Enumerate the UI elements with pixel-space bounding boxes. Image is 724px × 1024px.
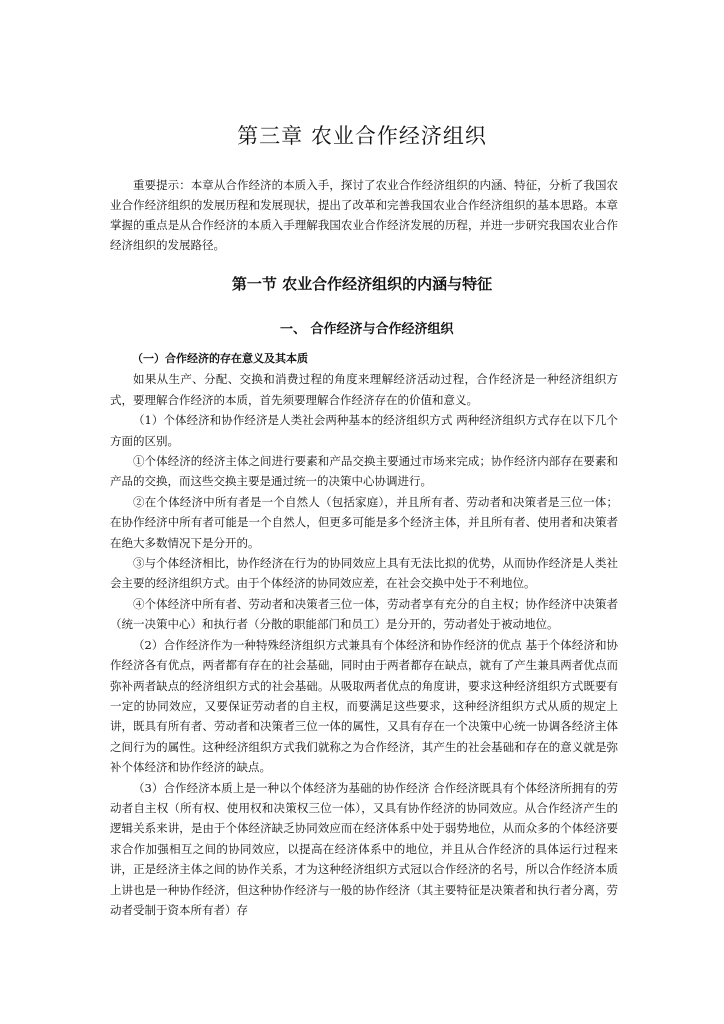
paragraph-5: ③与个体经济相比，协作经济在行为的协同效应上具有无法比拟的优势，从而协作经济是人类社会主要的经济组织方式。由于个体经济的协同效应差，在社会交换中处于不利地位。: [110, 556, 618, 591]
paragraph-7: （2）合作经济作为一种特殊经济组织方式兼具有个体经济和协作经济的优点 基于个体经济和协作经济各有优点，两者都有存在的社会基础，同时由于两者都存在缺点，就有了产生兼具两者优点而弥补两者缺点的经济组织方式的社会基础。从吸取两者优点的角度讲，要求这种经济组织方式既要有一定的协同效应，又要保证劳动者的自主权，而要满足这些要求，这种经济组织方式从质的规定上讲，既具有所有者、劳动者和决策者三位一体的属性，又具有存在一个决策中心统一协调各经济主体之间行为的属性。这种经济组织方式我们就称之为合作经济，其产生的社会基础和存在的意义就是弥补个体经济和协作经济的缺点。: [110, 637, 618, 775]
subsection-title: 一、 合作经济与合作经济组织: [280, 322, 454, 337]
body-text: [110, 349, 618, 920]
paragraph-1: 如果从生产、分配、交换和消费过程的角度来理解经济活动过程，合作经济是一种经济组织方式，要理解合作经济的本质，首先须要理解合作经济存在的价值和意义。: [110, 372, 618, 407]
body-heading: （一）合作经济的存在意义及其本质: [132, 352, 308, 365]
intro-paragraph: 重要提示：本章从合作经济的本质入手，探讨了农业合作经济组织的内涵、特征，分析了我国农业合作经济组织的发展历程和发展现状，提出了改革和完善我国农业合作经济组织的基本思路。本章掌握的重点是从合作经济的本质入手理解我国农业合作经济发展的历程，并进一步研究我国农业合作经济组织的发展路径。: [110, 178, 618, 252]
paragraph-2: （1）个体经济和协作经济是人类社会两种基本的经济组织方式 两种经济组织方式存在以下几个方面的区别。: [110, 413, 618, 448]
section-title: 第一节 农业合作经济组织的内涵与特征: [231, 275, 493, 293]
paragraph-4: ②在个体经济中所有者是一个自然人（包括家庭），并且所有者、劳动者和决策者是三位一体；在协作经济中所有者可能是一个自然人，但更多可能是多个经济主体，并且所有者、使用者和决策者在绝大多数情况下是分开的。: [110, 494, 618, 550]
paragraph-8: （3）合作经济本质上是一种以个体经济为基础的协作经济 合作经济既具有个体经济所拥有的劳动者自主权（所有权、使用权和决策权三位一体），又具有协作经济的协同效应。从合作经济产生的逻辑关系来讲，是由于个体经济缺乏协同效应而在经济体系中处于弱势地位，从而众多的个体经济要求合作加强相互之间的协同效应，以提高在经济体系中的地位，并且从合作经济的具体运行过程来讲，正是经济主体之间的协作关系，才为这种经济组织方式冠以合作经济的名号，所以合作经济本质上讲也是一种协作经济，但这种协作经济与一般的协作经济（其主要特征是决策者和执行者分离，劳动者受制于资本所有者）存: [110, 780, 618, 917]
paragraph-3: ①个体经济的经济主体之间进行要素和产品交换主要通过市场来完成；协作经济内部存在要素和产品的交换，而这些交换主要是通过统一的决策中心协调进行。: [110, 454, 618, 489]
chapter-title: 第三章 农业合作经济组织: [237, 124, 487, 148]
paragraph-6: ④个体经济中所有者、劳动者和决策者三位一体，劳动者享有充分的自主权；协作经济中决策者（统一决策中心）和执行者（分散的职能部门和员工）是分开的，劳动者处于被动地位。: [110, 596, 618, 632]
